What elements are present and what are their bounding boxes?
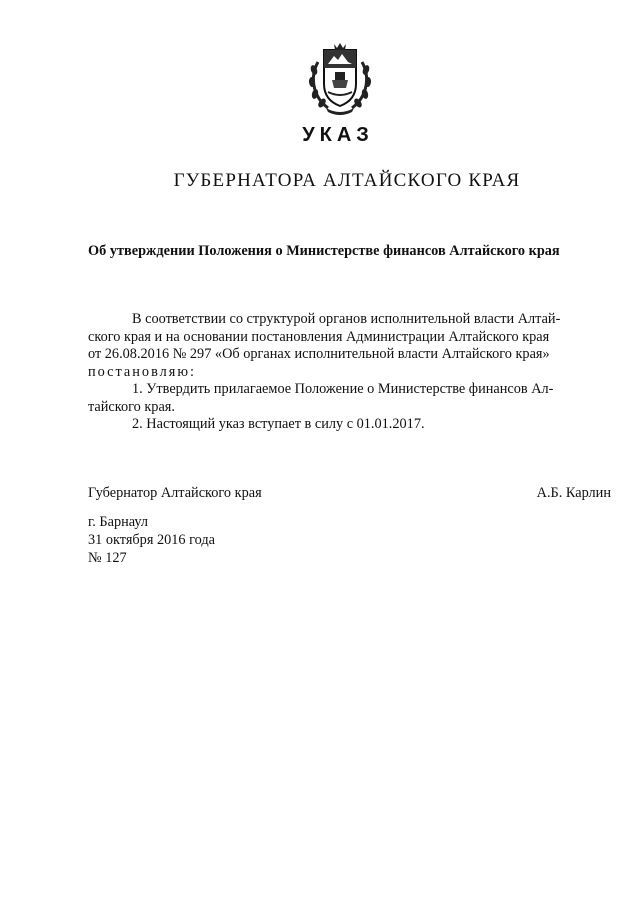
decree-city: г. Барнаул [88,514,149,530]
preamble-line-3: от 26.08.2016 № 297 «Об органах исполнительной власти Алтайского края» [88,346,550,362]
signatory-position: Губернатор Алтайского края [88,485,262,501]
coat-of-arms-icon [304,40,376,116]
decree-number: № 127 [88,550,127,566]
decree-details [88,513,215,567]
decree-subject: Об утверждении Положения о Министерстве финансов Алтайского края [88,243,560,259]
item-1-line-2: тайского края. [88,398,175,415]
issuer-title: ГУБЕРНАТОРА АЛТАЙСКОГО КРАЯ [173,170,521,191]
decree-date: 31 октября 2016 года [88,532,216,548]
preamble-line-2: ского края и на основании постановления Администрации Алтайского края [88,328,550,345]
item-2: 2. Настоящий указ вступает в силу с 01.01.2017. [132,416,425,432]
decree-body [88,311,611,434]
decree-word: постановляю: [88,363,196,380]
document-title: УКАЗ [302,124,374,146]
preamble-line-1: В соответствии со структурой органов исполнительной власти Алтай- [132,311,561,327]
signatory-name: А.Б. Карлин [536,485,611,501]
item-1-line-1: 1. Утвердить прилагаемое Положение о Министерстве финансов Ал- [132,381,554,397]
